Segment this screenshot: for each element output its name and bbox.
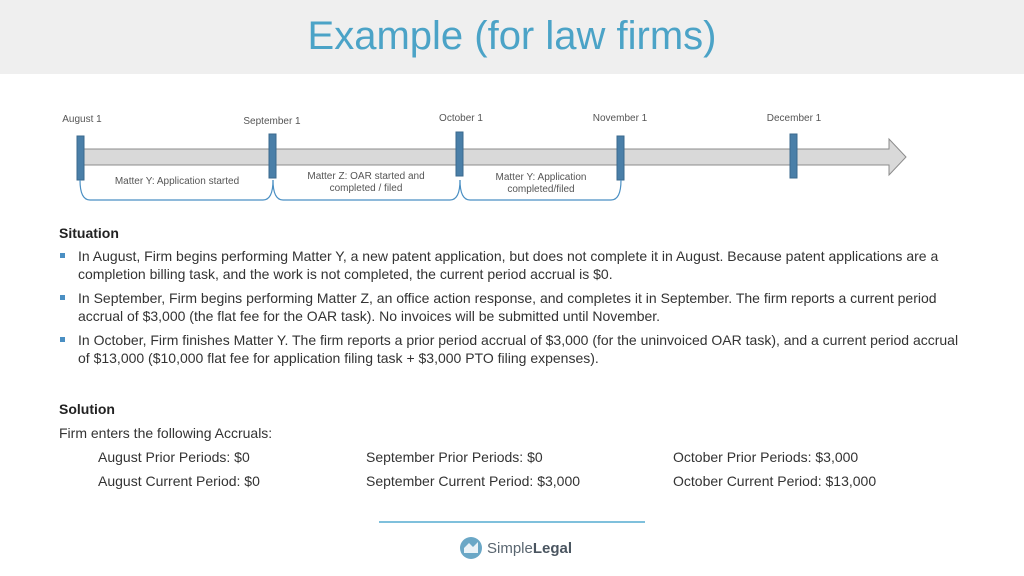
august-prior: August Prior Periods: $0: [98, 449, 250, 465]
situation-list: [59, 247, 959, 367]
date-label-december: December 1: [766, 113, 822, 124]
october-prior: October Prior Periods: $3,000: [673, 449, 859, 465]
logo-text-bold: Legal: [532, 539, 573, 557]
date-label-september: September 1: [243, 116, 301, 127]
marker-september: [269, 134, 276, 178]
list-item: [59, 331, 959, 367]
logo-text: [487, 540, 572, 557]
september-current: September Current Period: $3,000: [366, 473, 581, 489]
solution-intro: Firm enters the following Accruals:: [59, 425, 273, 441]
situation-heading: Situation: [59, 225, 119, 241]
september-prior: September Prior Periods: $0: [366, 449, 543, 465]
date-label-october: October 1: [439, 113, 483, 124]
august-current: August Current Period: $0: [98, 473, 260, 489]
list-item: [59, 247, 959, 283]
simplelegal-logo: [459, 535, 572, 561]
date-label-november: November 1: [592, 113, 648, 124]
solution-section: [59, 400, 959, 498]
list-item: [59, 289, 959, 325]
period-label-2: Matter Z: OAR started and completed / filed: [307, 171, 425, 194]
bullet-square-icon: [60, 295, 65, 300]
timeline: [0, 0, 1024, 210]
logo-mark-icon: [459, 536, 483, 560]
situation-section: [59, 224, 959, 373]
logo-text-light: Simple: [487, 539, 533, 557]
marker-december: [790, 134, 797, 178]
solution-heading: Solution: [59, 401, 115, 417]
date-label-august: August 1: [62, 114, 102, 125]
bullet-square-icon: [60, 253, 65, 258]
october-current: October Current Period: $13,000: [673, 473, 877, 489]
timeline-arrow: [80, 139, 906, 175]
slide-title: Example (for law firms): [307, 14, 717, 58]
period-label-3: Matter Y: Application completed/filed: [495, 172, 587, 195]
bullet-text: In October, Firm finishes Matter Y. The firm reports a prior period accrual of $3,000 (for the uninvoiced OAR task), and a current period accrual of $13,000 ($10,000 flat fee for application filing task + $3,000 PTO filing expenses).: [78, 332, 959, 366]
marker-october: [456, 132, 463, 176]
footer-divider: [379, 521, 645, 523]
bullet-text: In September, Firm begins performing Matter Z, an office action response, and completes it in September. The firm reports a current period accrual of $3,000 (the flat fee for the OAR task). No invoices will be submitted until November.: [78, 290, 937, 324]
marker-august: [77, 136, 84, 180]
marker-november: [617, 136, 624, 180]
bullet-square-icon: [60, 337, 65, 342]
period-label-1: Matter Y: Application started: [114, 176, 240, 187]
bullet-text: In August, Firm begins performing Matter Y, a new patent application, but does not complete it in August. Because patent applications are a completion billing task, and the work is not completed, the current period accrual is $0.: [78, 248, 939, 282]
accruals-grid: [59, 448, 959, 498]
